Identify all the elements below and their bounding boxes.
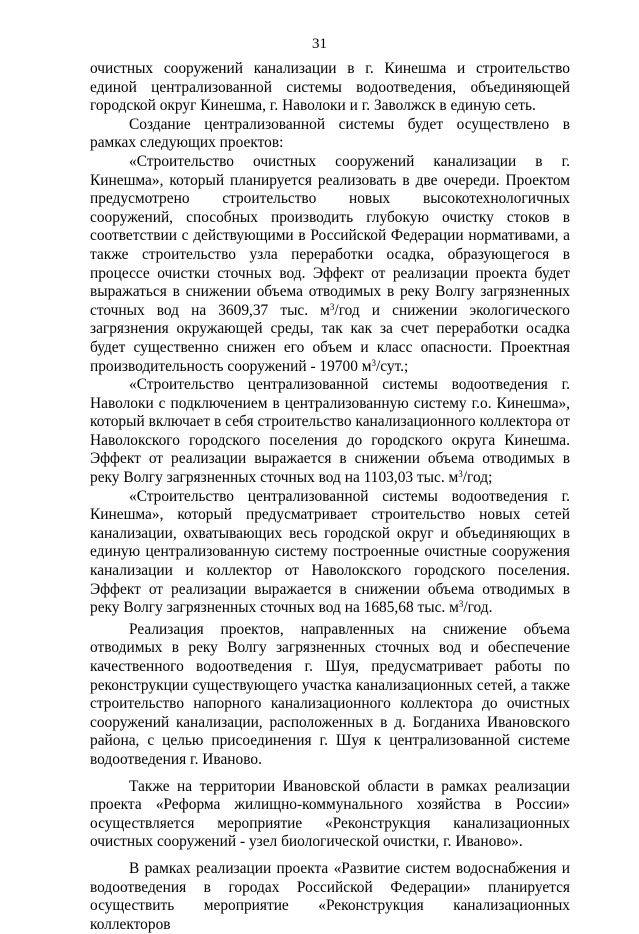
paragraph-continuation [90, 60, 570, 116]
page-number: 31 [312, 36, 327, 52]
paragraph-project-kineshma-treatment [90, 153, 570, 376]
text-run: очистных сооружений канализации в г. Кинешма и строительство единой централизованной системы водоотведения, объединяющей городской округ Кинешма, г. Наволоки и г. Заволжск в единую сеть. [90, 60, 570, 115]
text-run: «Строительство централизованной системы водоотведения г. Кинешма», который предусматривает строительство новых сетей канализации, охватывающих весь городской округ и объединяющих в единую централизованную систему построенные очистные сооружения канализации и коллектор от Наволокского городского поселения. Эффект от реализации выражается в снижении объема отводимых в реку Волгу загрязненных сточных вод на 1685,68 тыс. м [90, 487, 570, 617]
text-run: «Строительство очистных сооружений канализации в г. Кинешма», который планируется реализовать в две очереди. Проектом предусмотрено строительство новых высокотехнологичных сооружений, способных производить глубокую очистку стоков в соответствии с действующими в Российской Федерации нормативами, а также строительство узла переработки осадка, образующегося в процессе очистки сточных вод. Эффект от реализации проекта будет выражаться в снижении объема отводимых в реку Волгу загрязненных сточных вод на 3609,37 тыс. м [90, 152, 570, 319]
document-body [90, 60, 570, 934]
superscript: 3 [458, 469, 463, 480]
paragraph-project-navoloki [90, 376, 570, 488]
text-run: /год. [463, 599, 493, 617]
text-run: Создание централизованной системы будет осуществлено в рамках следующих проектов: [90, 115, 570, 152]
superscript: 3 [371, 357, 376, 368]
paragraph-ivanovo-reform [90, 778, 570, 852]
text-run: Реализация проектов, направленных на снижение объема отводимых в реку Волгу загрязненных сточных вод и обеспечение качественного водоотведения г. Шуя, предусматривает работы по реконструкции существующего участка канализационных сетей, а также строительство напорного канализационного коллектора до очистных сооружений канализации, расположенных в д. Богданиха Ивановского района, с целью присоединения г. Шуя к централизованной системе водоотведения г. Иваново. [90, 620, 570, 768]
paragraph-shuya [90, 621, 570, 770]
paragraph-project-kineshma-network [90, 488, 570, 618]
text-run: /сут.; [375, 357, 409, 375]
text-run: /год; [462, 469, 493, 487]
text-run: В рамках реализации проекта «Развитие систем водоснабжения и водоотведения в городах Российской Федерации» планируется осуществить мероприятие «Реконструкция канализационных коллекторов [90, 859, 570, 933]
text-run: /год и снижении экологического загрязнения окружающей среды, так как за счет переработки осадка будет существенно снижен его объем и класс опасности. Проектная производительность сооружений - 19700 м [90, 301, 570, 375]
superscript: 3 [329, 301, 335, 312]
text-run: «Строительство централизованной системы водоотведения г. Наволоки с подключением в централизованную систему г.о. Кинешма», который включает в себя строительство канализационного коллектора от Наволокского городского поселения до городского округа Кинешма. Эффект от реализации выражается в снижении объема отводимых в реку Волгу загрязненных сточных вод на 1103,03 тыс. м [90, 376, 570, 487]
superscript: 3 [458, 599, 464, 610]
text-run: Также на территории Ивановской области в рамках реализации проекта «Реформа жилищно-коммунального хозяйства в России» осуществляется мероприятие «Реконструкция канализационных очистных сооружений - узел биологической очистки, г. Иваново». [90, 777, 570, 851]
paragraph-water-systems [90, 860, 570, 934]
paragraph-intro-projects [90, 116, 570, 153]
